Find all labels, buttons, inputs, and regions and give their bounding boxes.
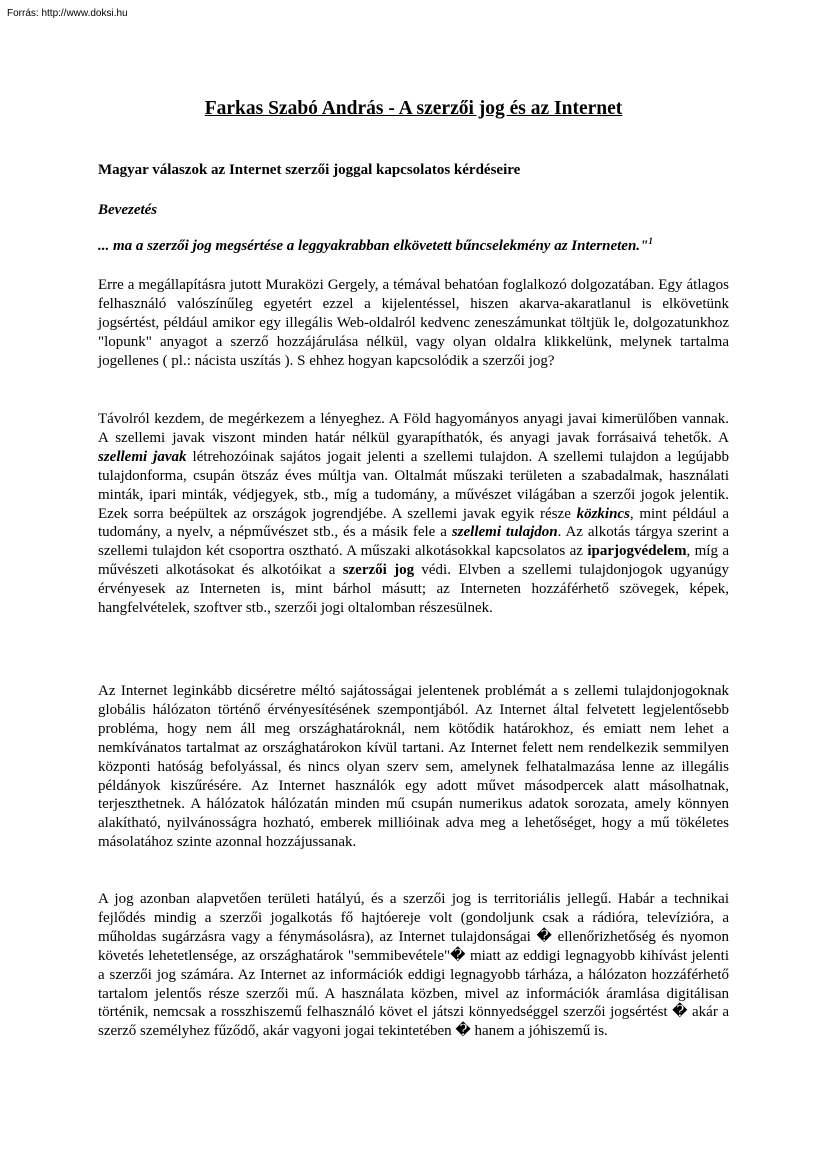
p2-segment: . Az alkotás tárgya szerint a szellemi tulajdon két csoportra osztható. A műszaki alkotásokkal kapcsolatos az [98,524,729,560]
document-title: Farkas Szabó András - A szerzői jog és az Internet [204,98,623,119]
p2-segment: Távolról kezdem, de megérkezem a lényeghez. A Föld hagyományos anyagi javai kimerülőben vannak. A szellemi javak viszont minden határ nélkül gyarapíthatók, és anyagi javak forrásaivá tehetők. A [98,411,729,446]
source-label: Forrás: http://www.doksi.hu [7,8,128,19]
emphasis-szerzoi-jog: szerzői jog [342,562,415,579]
paragraph-1: Erre a megállapításra jutott Muraközi Gergely, a témával behatóan foglalkozó dolgozatában. Egy átlagos felhasználó valószínűleg egyetért ezzel a kijelentéssel, hiszen akarva-akaratlanul is elkövetünk jogsértést, például amikor egy illegális Web-oldalról kedvenc zeneszámunkat töltjük le, dolgozatunkhoz "lopunk" anyagot a szerző hozzájárulása nélkül, vagy olyan oldalra klikkelünk, melynek tartalma jogellenes ( pl.: nácista uszítás ). S ehhez hogyan kapcsolódik a szerzői jog? [98,277,729,369]
emphasis-kozkincs: közkincs [576,505,630,522]
document-subtitle: Magyar válaszok az Internet szerzői joggal kapcsolatos kérdéseire [98,162,521,178]
footnote-marker: 1 [648,236,653,246]
emphasis-iparjogvedelem: iparjogvédelem [587,543,687,560]
emphasis-szellemi-tulajdon: szellemi tulajdon [451,524,558,541]
emphasis-szellemi-javak: szellemi javak [98,448,187,465]
paragraph-2 [98,410,729,618]
paragraph-3: Az Internet leginkább dicséretre méltó sajátosságai jelentenek problémát a s zellemi tulajdonjogoknak globális hálózaton történő érvényesítésének szempontjából. Az Internet által felvetett legjelentősebb probléma, hogy nem áll meg országhatároknál, nem kötődik határokhoz, és emiatt nem lehet a nemkívánatos tartalmat az országhatárokon kívül tartani. Az Internet felett nem rendelkezik semmilyen központi hatóság befolyással, és nincs olyan szerv sem, amelynek felhatalmazása lenne az illegális példányok kiszűrésére. Az Internet használók egy adott művet másodpercek alatt másolhatnak, terjeszthetnek. A hálózatok hálózatán minden mű csupán numerikus adatok sorozata, amely könnyen alakítható, nyilvánosságra hozható, emberek millióinak adva meg a lehetőséget, hogy a mű tökéletes másolatához szinte azonnal hozzájussanak. [98,683,729,851]
p2-segment: , mint például a tudomány, a nyelv, a népművészet stb., és a másik fele a [98,505,730,541]
quote-text: ... ma a szerzői jog megsértése a leggyakrabban elkövetett bűncselekmény az Interneten." [98,238,649,254]
p2-segment: létrehozóinak sajátos jogait jelenti a szellemi tulajdon. A szellemi tulajdon a legújabb tulajdonforma, csupán ötszáz éves múltja van. Oltalmát műszaki területen a szabadalmak, használati minták, ipari minták, védjegyek, stb., míg a tudomány, a művészet világában a szerzői jogok jelentik. Ezek sorra beépültek az országok jogrendjébe. A szellemi javak egyik része [98,448,729,522]
intro-heading: Bevezetés [98,202,158,218]
paragraph-4: A jog azonban alapvetően területi hatályú, és a szerzői jog is territoriális jellegű. Habár a technikai fejlődés mindig a szerzői jogalkotás fő hajtóereje volt (gondoljunk csak a rádióra, televízióra, a műholdas sugárzásra vagy a fénymásolásra), az Internet tulajdonságai � ellenőrizhetőség és nyomon követés lehetetlensége, az országhatárok "semmibevétele"� miatt az eddigi legnagyobb kihívást jelenti a szerzői jog számára. Az Internet az információk eddigi legnagyobb tárháza, a hálózaton hozzáférhető tartalom jelentős része szerzői mű. A használata közben, mivel az információk áramlása digitálisan történik, nemcsak a rosszhiszemű felhasználó követ el játszi könnyedséggel szerzői jogsértést � akár a szerző személyhez fűződő, akár vagyoni jogai tekintetében � hanem a jóhiszemű is. [98,891,729,1040]
opening-quote [98,238,653,255]
p2-segment: , míg a művészeti alkotásokat és alkotóikat a [98,543,729,579]
p2-segment: védi. Elvben a szellemi tulajdonjogok ugyanúgy érvényesek az Interneten is, mint bárhol másutt; az Interneten hozzáférhető szövegek, képek, hangfelvételek, szoftver stb., szerzői jogi oltalomban részesülnek. [98,562,729,617]
